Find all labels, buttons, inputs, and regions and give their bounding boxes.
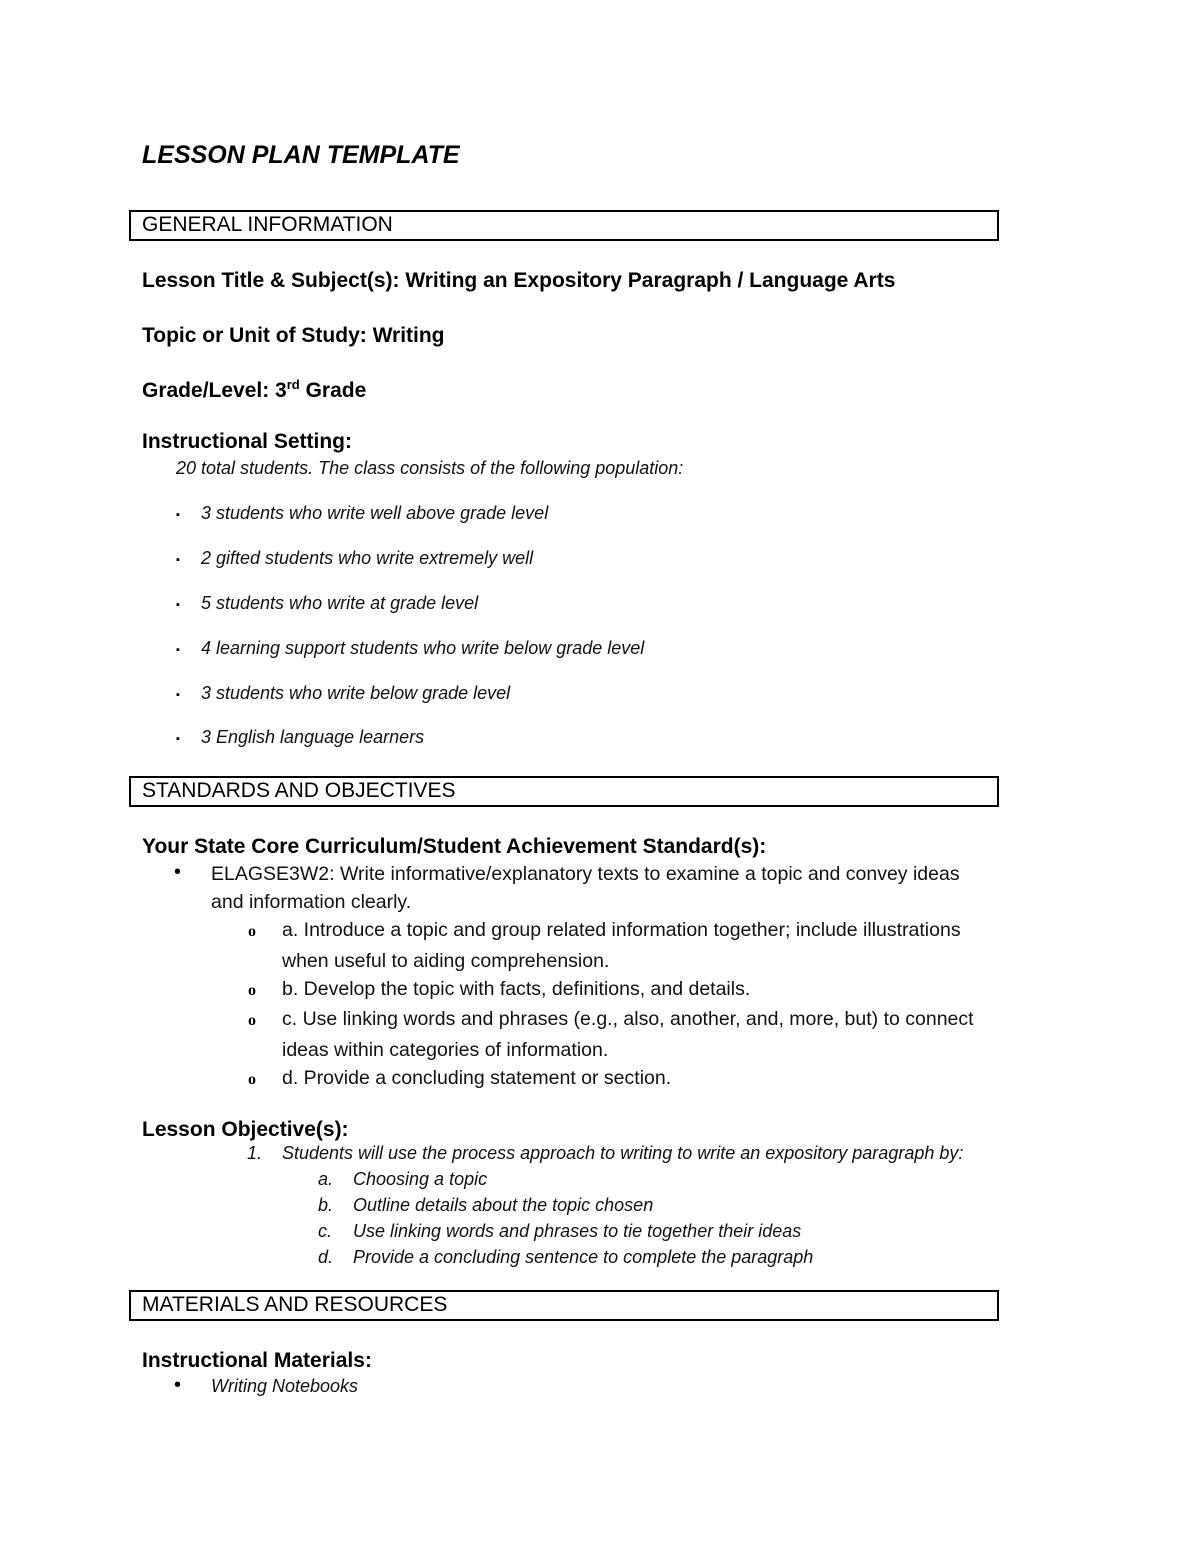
bullet-marker: ▪ [176,554,180,566]
sub-bullet-marker: o [248,982,256,999]
standard-sub-a-line1: a. Introduce a topic and group related information together; include illustrations [282,919,961,941]
standard-sub-b: b. Develop the topic with facts, definitions, and details. [282,978,751,1000]
population-item: 3 students who write well above grade level [201,503,549,523]
materials-item: Writing Notebooks [211,1376,359,1396]
topic-field: Topic or Unit of Study: Writing [142,324,445,347]
objective-sub-letter: c. [318,1221,333,1241]
objective-number: 1. [247,1143,263,1163]
objective-sub-item: Choosing a topic [353,1169,488,1189]
materials-resources-header [129,1290,999,1321]
population-item: 3 English language learners [201,727,425,747]
objective-sub-item: Provide a concluding sentence to complete the paragraph [353,1247,814,1267]
grade-superscript: rd [286,377,300,392]
objective-sub-letter: b. [318,1195,334,1215]
standard-sub-d: d. Provide a concluding statement or section. [282,1067,672,1089]
objective-sub-letter: a. [318,1169,334,1189]
objective-sub-item: Use linking words and phrases to tie together their ideas [353,1221,802,1241]
bullet-marker: ▪ [176,733,180,745]
objective-sub-letter: d. [318,1247,334,1267]
sub-bullet-marker: o [248,923,256,940]
grade-suffix: Grade [299,379,367,402]
setting-intro: 20 total students. The class consists of the following population: [176,458,684,478]
lesson-objectives-label: Lesson Objective(s): [142,1118,349,1141]
standards-label: Your State Core Curriculum/Student Achievement Standard(s): [142,835,767,858]
bullet-marker: • [174,861,182,883]
document-title: LESSON PLAN TEMPLATE [142,141,460,169]
bullet-marker: ▪ [176,644,180,656]
grade-level-field [142,377,366,403]
section-header-label: GENERAL INFORMATION [142,213,393,236]
bullet-marker: ▪ [176,599,180,611]
objective-text: Students will use the process approach to writing to write an expository paragraph by: [282,1143,964,1163]
instructional-materials-label: Instructional Materials: [142,1349,372,1372]
lesson-title-field: Lesson Title & Subject(s): Writing an Expository Paragraph / Language Arts [142,269,896,292]
standards-objectives-header [129,776,999,807]
population-item: 2 gifted students who write extremely well [201,548,534,568]
standard-text-line2: and information clearly. [211,891,412,913]
bullet-marker: ▪ [176,509,180,521]
sub-bullet-marker: o [248,1071,256,1088]
population-item: 5 students who write at grade level [201,593,479,613]
standard-sub-a-line2: when useful to aiding comprehension. [282,950,610,972]
bullet-marker: ▪ [176,689,180,701]
bullet-marker: • [174,1374,182,1396]
grade-label: Grade/Level: 3 [142,379,287,402]
population-item: 4 learning support students who write below grade level [201,638,645,658]
general-information-header [129,210,999,241]
population-item: 3 students who write below grade level [201,683,511,703]
standard-sub-c-line2: ideas within categories of information. [282,1039,609,1061]
standard-sub-c-line1: c. Use linking words and phrases (e.g., also, another, and, more, but) to connect [282,1008,974,1030]
objective-sub-item: Outline details about the topic chosen [353,1195,654,1215]
standard-text-line1: ELAGSE3W2: Write informative/explanatory texts to examine a topic and convey ideas [211,863,960,885]
section-header-label: MATERIALS AND RESOURCES [142,1293,448,1316]
instructional-setting-label: Instructional Setting: [142,430,352,453]
section-header-label: STANDARDS AND OBJECTIVES [142,779,456,802]
sub-bullet-marker: o [248,1012,256,1029]
